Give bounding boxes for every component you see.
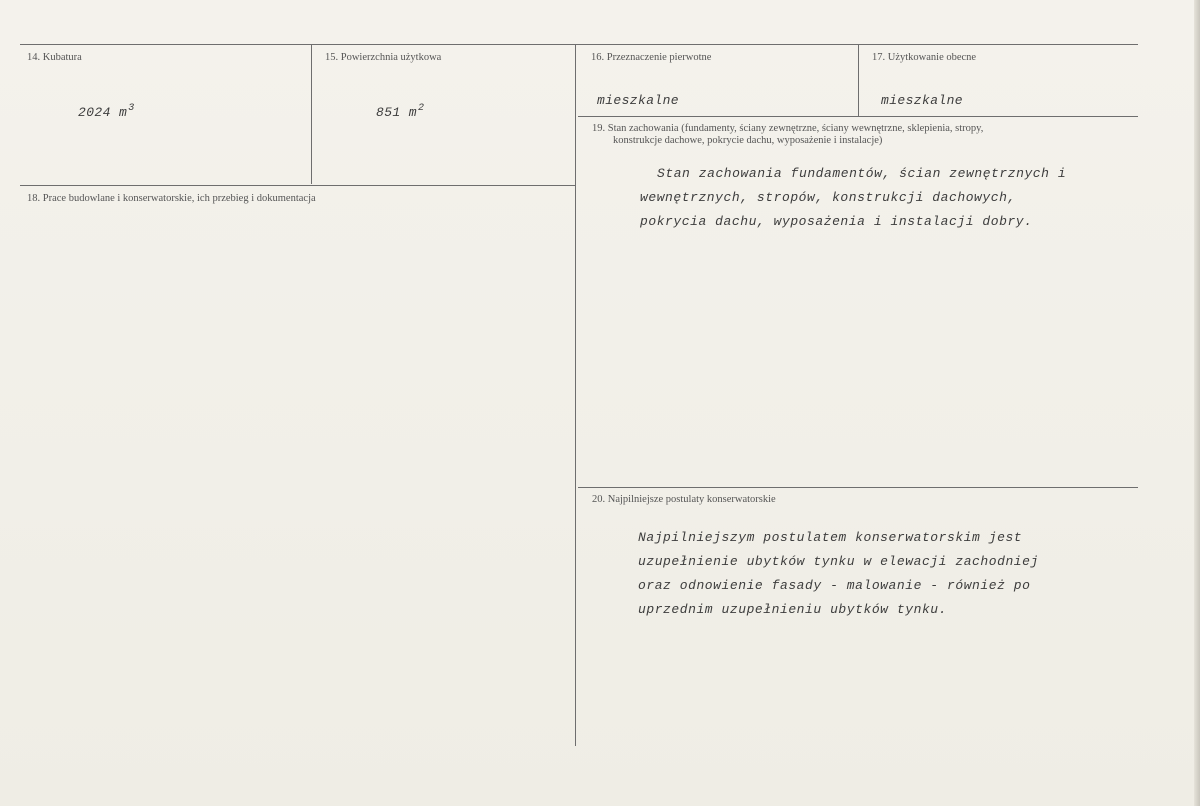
field-14-value (78, 103, 135, 120)
field-20-text-line: uprzednim uzupełnieniu ubytków tynku. (638, 602, 947, 617)
field-20-label: 20. Najpilniejsze postulaty konserwatorskie (592, 494, 776, 505)
field-19-text-line: wewnętrznych, stropów, konstrukcji dachowych, (640, 190, 1016, 205)
card-edge-shadow (1194, 0, 1200, 806)
field-14-exponent: 3 (128, 103, 135, 114)
field-15-number: 851 m (376, 105, 418, 120)
field-18-label: 18. Prace budowlane i konserwatorskie, ich przebieg i dokumentacja (27, 193, 316, 204)
field-17-value: mieszkalne (881, 93, 964, 108)
field-14-number: 2024 m (78, 105, 128, 120)
field-17-label: 17. Użytkowanie obecne (872, 52, 977, 63)
field-16-value: mieszkalne (597, 93, 680, 108)
field-20-text (638, 526, 1039, 622)
field-14-label: 14. Kubatura (27, 52, 82, 63)
field-19-label-line2: konstrukcje dachowe, pokrycie dachu, wyposażenie i instalacje) (613, 135, 883, 146)
field-15-value (376, 103, 424, 120)
field-19-text-line: pokrycia dachu, wyposażenia i instalacji dobry. (640, 214, 1033, 229)
rule-above-20 (578, 487, 1138, 488)
field-20-text-line: oraz odnowienie fasady - malowanie - również po (638, 578, 1031, 593)
field-19-label-line1: 19. Stan zachowania (fundamenty, ściany zewnętrzne, ściany wewnętrzne, sklepienia, stropy, (592, 123, 984, 134)
divider-14-15 (311, 44, 312, 184)
field-16-label: 16. Przeznaczenie pierwotne (591, 52, 712, 63)
field-20-text-line: Najpilniejszym postulatem konserwatorskim jest (638, 530, 1023, 545)
rule-above-19 (578, 116, 1138, 117)
divider-left-right (575, 44, 576, 746)
field-19-text (640, 162, 1067, 234)
divider-16-17 (858, 44, 859, 116)
field-15-label: 15. Powierzchnia użytkowa (325, 52, 442, 63)
field-15-exponent: 2 (418, 103, 425, 114)
field-19-text-line: Stan zachowania fundamentów, ścian zewnętrznych i (657, 166, 1067, 181)
top-rule (20, 44, 1138, 45)
rule-above-18 (20, 185, 576, 186)
field-20-text-line: uzupełnienie ubytków tynku w elewacji zachodniej (638, 554, 1039, 569)
